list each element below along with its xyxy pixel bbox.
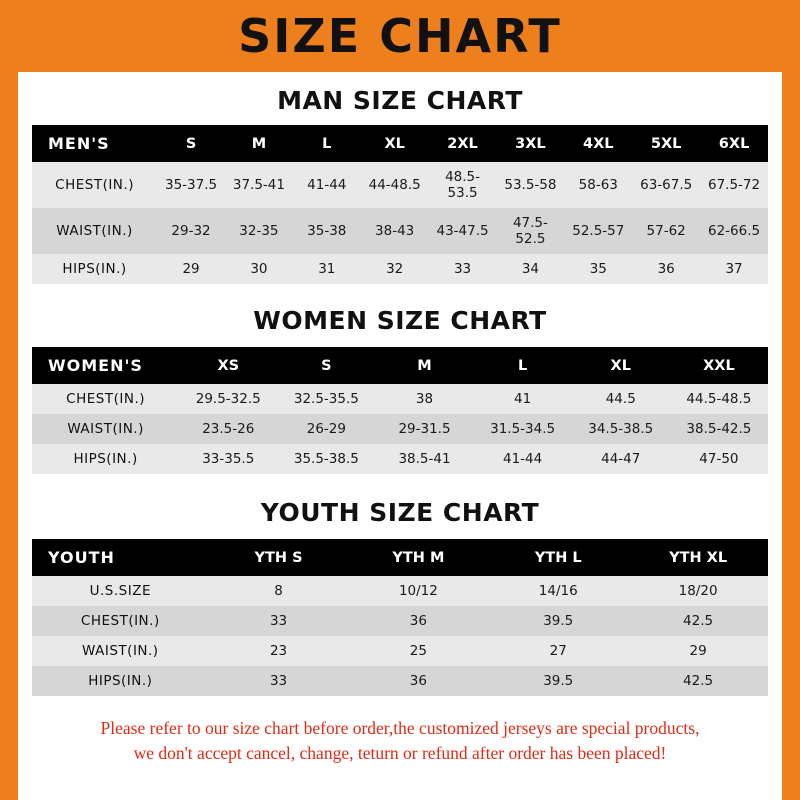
table-row — [32, 384, 768, 414]
youth-chest-l: 39.5 — [543, 613, 574, 629]
women-chest-l: 41 — [514, 391, 532, 407]
men-chest-label: CHEST(IN.) — [55, 177, 134, 193]
youth-waist-s: 23 — [269, 643, 288, 659]
women-chest-xxl: 44.5-48.5 — [686, 391, 752, 407]
women-waist-xl: 34.5-38.5 — [588, 421, 654, 437]
men-chest-l: 41-44 — [307, 177, 347, 193]
youth-header-xl: YTH XL — [669, 549, 728, 566]
women-hips-s: 35.5-38.5 — [293, 451, 359, 467]
women-header-label: WOMEN'S — [48, 356, 143, 375]
chart-content — [18, 86, 782, 767]
women-section-title: WOMEN SIZE CHART — [253, 306, 547, 335]
men-header-l: L — [322, 135, 332, 152]
youth-hips-m: 36 — [409, 673, 427, 689]
men-hips-4xl: 35 — [589, 261, 607, 277]
table-row — [32, 414, 768, 444]
men-size-table — [32, 125, 768, 284]
women-chest-s: 32.5-35.5 — [293, 391, 359, 407]
women-header-xl: XL — [610, 357, 631, 374]
table-header-row — [32, 347, 768, 384]
women-chest-m: 38 — [415, 391, 434, 407]
men-hips-label: HIPS(IN.) — [62, 261, 127, 277]
men-hips-5xl: 36 — [657, 261, 675, 277]
men-header-label: MEN'S — [48, 134, 110, 153]
youth-section-title: YOUTH SIZE CHART — [260, 498, 540, 527]
men-header-xl: XL — [384, 135, 405, 152]
youth-chest-s: 33 — [269, 613, 288, 629]
table-row — [32, 636, 768, 666]
table-row — [32, 606, 768, 636]
men-hips-xl: 32 — [386, 261, 404, 277]
men-waist-l: 35-38 — [307, 223, 347, 239]
men-hips-2xl: 33 — [453, 261, 472, 277]
table-row — [32, 162, 768, 208]
women-waist-s: 26-29 — [306, 421, 346, 437]
youth-size-table — [32, 539, 768, 696]
youth-hips-l: 39.5 — [543, 673, 574, 689]
men-header-4xl: 4XL — [583, 135, 614, 152]
women-hips-label: HIPS(IN.) — [73, 451, 138, 467]
men-hips-6xl: 37 — [725, 261, 743, 277]
women-header-m: M — [417, 357, 432, 374]
men-waist-label: WAIST(IN.) — [56, 223, 133, 239]
women-waist-label: WAIST(IN.) — [67, 421, 144, 437]
youth-ussize-xl: 18/20 — [678, 583, 718, 599]
women-chest-label: CHEST(IN.) — [66, 391, 145, 407]
header-banner — [18, 0, 782, 72]
table-row — [32, 254, 768, 284]
youth-header-m: YTH M — [392, 549, 445, 566]
men-header-s: S — [185, 135, 197, 152]
youth-waist-l: 27 — [549, 643, 567, 659]
men-hips-s: 29 — [182, 261, 200, 277]
men-section-title: MAN SIZE CHART — [277, 86, 523, 115]
youth-waist-label: WAIST(IN.) — [82, 643, 159, 659]
women-hips-l: 41-44 — [503, 451, 543, 467]
youth-ussize-label: U.S.SIZE — [89, 583, 151, 599]
men-chest-5xl: 63-67.5 — [640, 177, 693, 193]
men-chest-m: 37.5-41 — [232, 177, 285, 193]
men-header-5xl: 5XL — [650, 135, 682, 152]
men-header-m: M — [251, 135, 267, 152]
women-waist-l: 31.5-34.5 — [490, 421, 556, 437]
women-header-xxl: XXL — [703, 357, 735, 374]
women-chest-xl: 44.5 — [605, 391, 636, 407]
men-waist-m: 32-35 — [239, 223, 279, 239]
youth-hips-label: HIPS(IN.) — [88, 673, 153, 689]
women-hips-xl: 44-47 — [601, 451, 641, 467]
youth-ussize-m: 10/12 — [398, 583, 438, 599]
women-waist-m: 29-31.5 — [398, 421, 451, 437]
youth-header-l: YTH L — [534, 549, 582, 566]
page-title: SIZE CHART — [238, 9, 562, 63]
youth-waist-m: 25 — [409, 643, 427, 659]
youth-chest-m: 36 — [409, 613, 427, 629]
youth-waist-xl: 29 — [689, 643, 707, 659]
women-header-s: S — [321, 357, 332, 374]
youth-hips-xl: 42.5 — [683, 673, 714, 689]
men-hips-m: 30 — [250, 261, 268, 277]
men-header-6xl: 6XL — [718, 135, 750, 152]
men-header-3xl: 3XL — [515, 135, 546, 152]
women-hips-m: 38.5-41 — [398, 451, 451, 467]
table-row — [32, 576, 768, 606]
table-row — [32, 208, 768, 254]
men-hips-3xl: 34 — [521, 261, 540, 277]
table-row — [32, 666, 768, 696]
men-waist-xl: 38-43 — [375, 223, 415, 239]
youth-ussize-l: 14/16 — [538, 583, 578, 599]
youth-header-s: YTH S — [254, 549, 303, 566]
men-chest-4xl: 58-63 — [578, 177, 618, 193]
women-chest-xs: 29.5-32.5 — [195, 391, 261, 407]
men-chest-s: 35-37.5 — [164, 177, 218, 193]
men-waist-6xl: 62-66.5 — [708, 223, 761, 239]
youth-hips-s: 33 — [269, 673, 288, 689]
men-waist-4xl: 52.5-57 — [572, 223, 625, 239]
women-waist-xs: 23.5-26 — [202, 421, 255, 437]
youth-chest-xl: 42.5 — [683, 613, 714, 629]
youth-chest-label: CHEST(IN.) — [80, 613, 160, 629]
men-chest-xl: 44-48.5 — [368, 177, 421, 193]
women-hips-xxl: 47-50 — [699, 451, 739, 467]
women-size-table — [32, 347, 768, 474]
men-waist-s: 29-32 — [171, 223, 211, 239]
notice-line-2: we don't accept cancel, change, teturn or refund after order has been placed! — [133, 743, 667, 764]
table-row — [32, 444, 768, 474]
women-waist-xxl: 38.5-42.5 — [686, 421, 752, 437]
women-hips-xs: 33-35.5 — [202, 451, 255, 467]
women-header-l: L — [518, 357, 528, 374]
table-header-row — [32, 539, 768, 576]
men-chest-2xl: 48.5-53.5 — [445, 169, 481, 201]
table-header-row — [32, 125, 768, 162]
men-hips-l: 31 — [318, 261, 336, 277]
women-header-xs: XS — [217, 357, 240, 374]
men-header-2xl: 2XL — [447, 135, 478, 152]
men-waist-5xl: 57-62 — [646, 223, 686, 239]
youth-header-label: YOUTH — [48, 548, 115, 567]
order-policy-notice — [32, 716, 768, 767]
men-waist-3xl: 47.5-52.5 — [512, 215, 548, 247]
youth-ussize-s: 8 — [274, 583, 283, 599]
men-chest-3xl: 53.5-58 — [504, 177, 557, 193]
men-chest-6xl: 67.5-72 — [708, 177, 761, 193]
notice-line-1: Please refer to our size chart before order,the customized jerseys are special products, — [100, 718, 700, 738]
men-waist-2xl: 43-47.5 — [436, 223, 489, 239]
